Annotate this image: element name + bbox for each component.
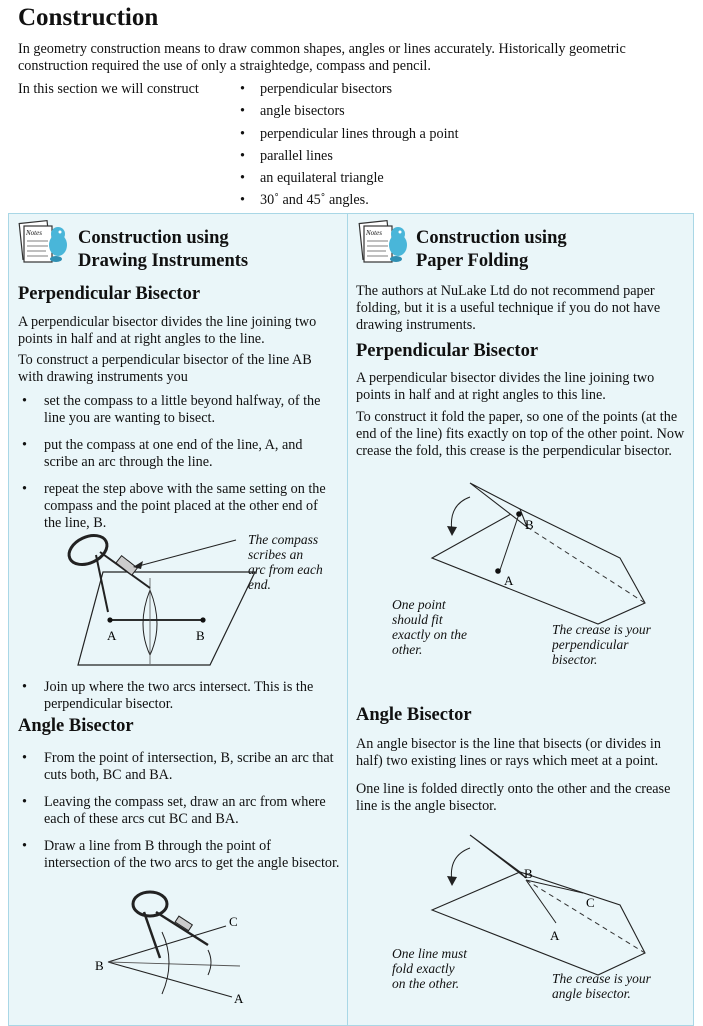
list-item: • an equilateral triangle — [240, 170, 459, 192]
label-a: A — [107, 628, 117, 643]
label-b: B — [525, 517, 534, 532]
caption-line: should fit — [392, 612, 443, 627]
caption-line: on the other. — [392, 976, 460, 991]
label-c: C — [586, 895, 595, 910]
list-item: • repeat the step above with the same setting on the compass and the point placed at the other end of the line, B. — [18, 481, 338, 532]
caption-line: exactly on the — [392, 627, 467, 642]
caption-line: arc from each — [248, 562, 323, 577]
caption-line: The compass — [248, 532, 319, 547]
angle-fold-caption-right — [552, 971, 682, 1001]
perp-instructions-intro: To construct a perpendicular bisector of the line AB with drawing instruments you — [18, 352, 312, 385]
list-item: • parallel lines — [240, 148, 459, 170]
caption-line: fold exactly — [392, 961, 455, 976]
angle-bisector-heading: Angle Bisector — [18, 716, 134, 736]
caption-line: The crease is your — [552, 622, 651, 637]
perp-fold-instructions: To construct it fold the paper, so one of the points (at the end of the line) fits exactly on top of the other point. Now crease the fold, this crease is the perpendicular bisector. — [356, 409, 685, 459]
caption-line: scribes an — [248, 547, 304, 562]
label-c: C — [229, 914, 238, 929]
angle-fold-caption-left — [392, 946, 467, 991]
caption-line: One line must — [392, 946, 467, 961]
perp-bisector-heading: Perpendicular Bisector — [18, 284, 201, 304]
caption-line: end. — [248, 577, 271, 592]
label-a: A — [550, 928, 560, 943]
angle-definition: An angle bisector is the line that bisects (or divides in half) two existing lines or rays which meet at a point. — [356, 736, 661, 769]
label-a: A — [234, 991, 244, 1006]
caption-line: One point — [392, 597, 446, 612]
notes-icon-label: Notes — [366, 229, 382, 237]
header-line: Construction using — [416, 228, 567, 248]
intro-paragraph: In geometry construction means to draw common shapes, angles or lines accurately. Historically geometric construction required the use of only a straightedge, compass and pencil. — [18, 41, 626, 74]
label-a: A — [504, 573, 514, 588]
caption-line: The crease is your — [552, 971, 651, 986]
paper-folding-intro: The authors at NuLake Ltd do not recommend paper folding, but it is a useful technique if you do not have drawing instruments. — [356, 283, 661, 333]
list-item: • From the point of intersection, B, scribe an arc that cuts both, BC and BA. — [18, 750, 340, 784]
header-line: Construction using — [78, 228, 229, 248]
header-line: Paper Folding — [416, 251, 529, 271]
caption-line: angle bisector. — [552, 986, 631, 1001]
angle-bisector-heading: Angle Bisector — [356, 705, 472, 725]
caption-line: bisector. — [552, 652, 598, 667]
perp-definition: A perpendicular bisector divides the line joining two points in half and at right angles to the line. — [18, 314, 317, 347]
label-b: B — [95, 958, 104, 973]
notes-icon-label: Notes — [26, 229, 42, 237]
list-item: • set the compass to a little beyond halfway, of the line you are wanting to bisect. — [18, 393, 338, 427]
list-item: • Leaving the compass set, draw an arc from where each of these arcs cut BC and BA. — [18, 794, 340, 828]
header-line: Drawing Instruments — [78, 251, 249, 271]
list-item: • angle bisectors — [240, 103, 459, 125]
list-item: • perpendicular lines through a point — [240, 126, 459, 148]
list-item: • perpendicular bisectors — [240, 81, 459, 103]
list-item: • Join up where the two arcs intersect. This is the perpendicular bisector. — [18, 679, 340, 713]
label-b: B — [196, 628, 205, 643]
caption-line: other. — [392, 642, 423, 657]
list-item: • Draw a line from B through the point of intersection of the two arcs to get the angle bisector. — [18, 838, 340, 872]
perp-bisector-heading: Perpendicular Bisector — [356, 341, 539, 361]
perp-definition: A perpendicular bisector divides the line joining two points in half and at right angles to this line. — [356, 370, 655, 403]
label-b: B — [524, 866, 533, 881]
list-item: • put the compass at one end of the line, A, and scribe an arc through the line. — [18, 437, 338, 471]
topics-lead: In this section we will construct — [18, 81, 199, 97]
caption-line: perpendicular — [552, 637, 629, 652]
angle-fold-instructions: One line is folded directly onto the other and the crease line is the angle bisector. — [356, 781, 671, 814]
page-title: Construction — [18, 4, 159, 31]
list-item: • 30˚ and 45˚ angles. — [240, 192, 459, 214]
